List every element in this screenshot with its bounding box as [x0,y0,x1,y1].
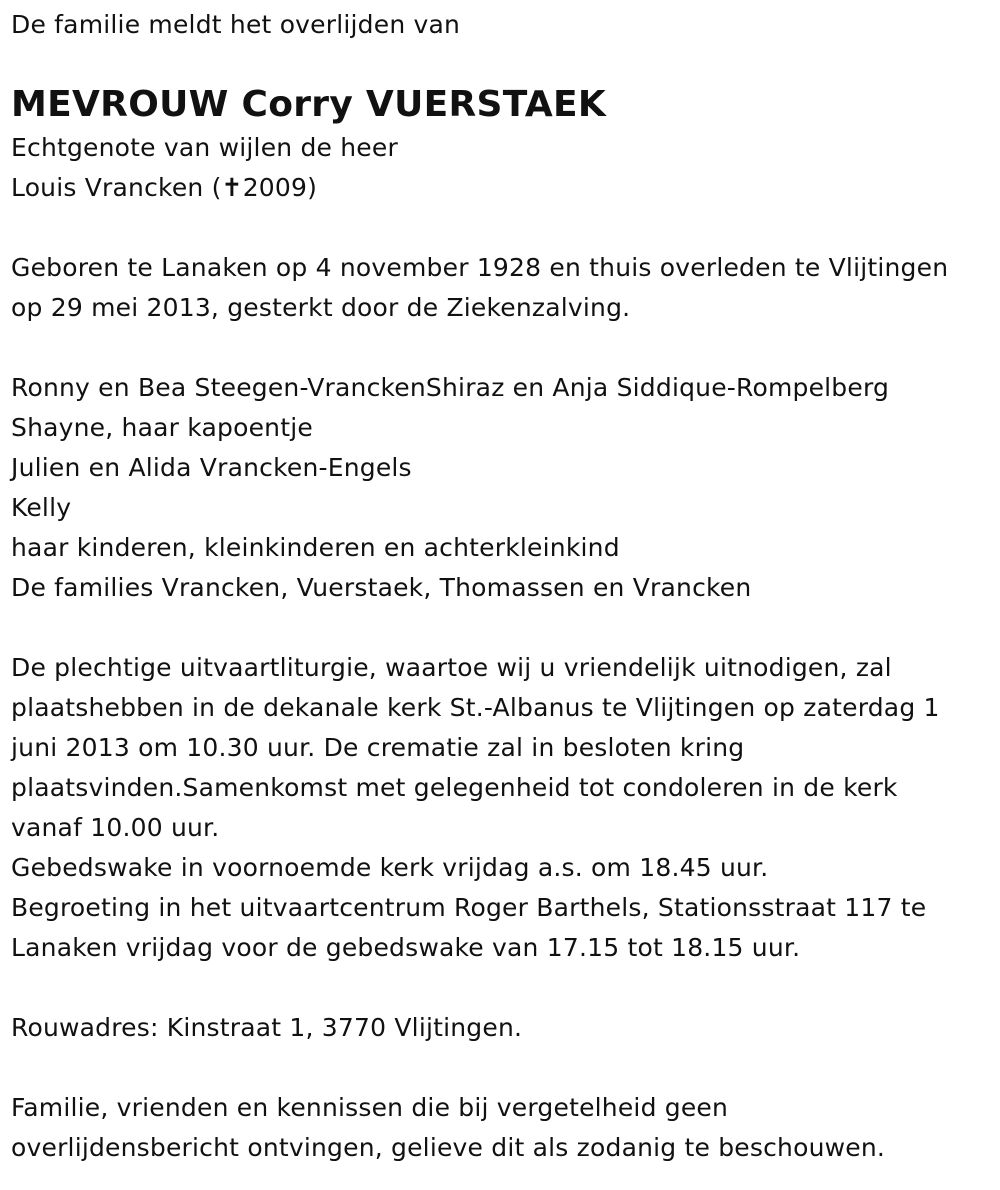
section-spacer [11,608,996,648]
spouse-line-2: Louis Vrancken (✝2009) [11,173,318,202]
family-line: haar kinderen, kleinkinderen en achterkleinkind [11,533,620,562]
closing-line: Familie, vrienden en kennissen die bij vergetelheid geen [11,1093,729,1122]
funeral-line: Lanaken vrijdag voor de gebedswake van 17.15 tot 18.15 uur. [11,933,801,962]
family-line: Shayne, haar kapoentje [11,413,313,442]
funeral-line: Gebedswake in voornoemde kerk vrijdag a.s. om 18.45 uur. [11,853,769,882]
obituary-document [11,5,996,1168]
closing-line: overlijdensbericht ontvingen, gelieve dit als zodanig te beschouwen. [11,1133,886,1162]
funeral-line: plaatsvinden.Samenkomst met gelegenheid tot condoleren in de kerk [11,773,898,802]
section-spacer [11,1048,996,1088]
funeral-line: plaatshebben in de dekanale kerk St.-Albanus te Vlijtingen op zaterdag 1 [11,693,940,722]
deceased-name: MEVROUW Corry VUERSTAEK [11,84,607,125]
funeral-line: vanaf 10.00 uur. [11,813,220,842]
section-spacer [11,968,996,1008]
funeral-line: juni 2013 om 10.30 uur. De crematie zal in besloten kring [11,733,745,762]
intro-text: De familie meldt het overlijden van [11,10,461,39]
section-spacer [11,328,996,368]
section-spacer [11,208,996,248]
funeral-line: De plechtige uitvaartliturgie, waartoe wij u vriendelijk uitnodigen, zal [11,653,892,682]
spouse-line-1: Echtgenote van wijlen de heer [11,133,398,162]
birth-death-line: op 29 mei 2013, gesterkt door de Ziekenzalving. [11,293,631,322]
family-line: Ronny en Bea Steegen-VranckenShiraz en Anja Siddique-Rompelberg [11,373,890,402]
funeral-line: Begroeting in het uitvaartcentrum Roger Barthels, Stationsstraat 117 te [11,893,927,922]
birth-death-line: Geboren te Lanaken op 4 november 1928 en thuis overleden te Vlijtingen [11,253,949,282]
family-line: Kelly [11,493,72,522]
family-line: Julien en Alida Vrancken-Engels [11,453,412,482]
family-line: De families Vrancken, Vuerstaek, Thomassen en Vrancken [11,573,752,602]
mourning-address: Rouwadres: Kinstraat 1, 3770 Vlijtingen. [11,1013,523,1042]
